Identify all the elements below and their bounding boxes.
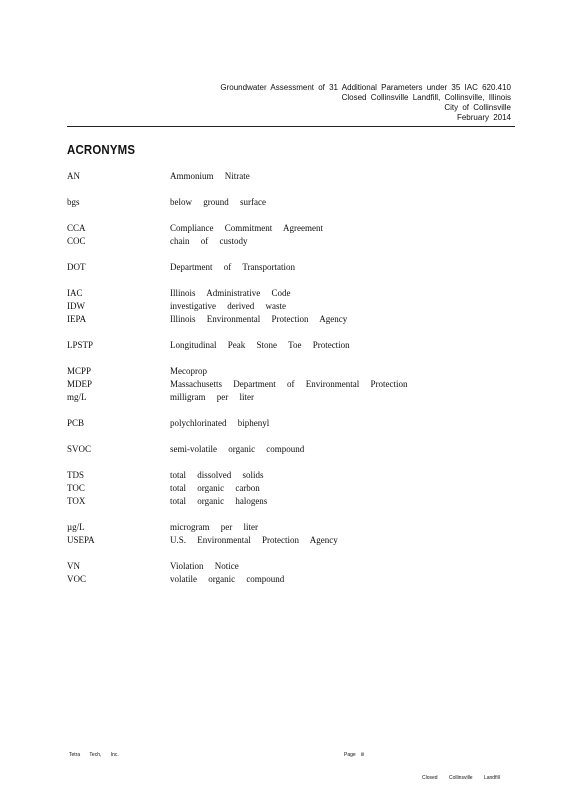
acronym-abbreviation: TOC bbox=[67, 483, 85, 493]
acronym-definition: polychlorinated biphenyl bbox=[170, 418, 270, 428]
acronym-abbreviation: USEPA bbox=[67, 535, 95, 545]
acronym-abbreviation: LPSTP bbox=[67, 340, 94, 350]
acronym-definition: Mecoprop bbox=[170, 366, 207, 376]
acronym-group bbox=[67, 443, 527, 456]
acronym-abbreviation: CCA bbox=[67, 223, 86, 233]
acronym-definition: total organic halogens bbox=[170, 496, 268, 506]
acronym-definition: Compliance Commitment Agreement bbox=[170, 223, 323, 233]
acronym-abbreviation: IDW bbox=[67, 301, 85, 311]
acronym-group bbox=[67, 170, 527, 183]
acronym-definition: Violation Notice bbox=[170, 561, 239, 571]
acronym-abbreviation: AN bbox=[67, 171, 80, 181]
acronym-row bbox=[67, 573, 527, 586]
acronym-row bbox=[67, 196, 527, 209]
acronym-abbreviation: MCPP bbox=[67, 366, 92, 376]
acronym-row bbox=[67, 469, 527, 482]
acronym-abbreviation: PCB bbox=[67, 418, 85, 428]
acronym-abbreviation: bgs bbox=[67, 197, 80, 207]
acronym-row bbox=[67, 313, 527, 326]
acronym-group bbox=[67, 287, 527, 326]
acronym-definition: Illinois Administrative Code bbox=[170, 288, 291, 298]
acronym-row bbox=[67, 521, 527, 534]
acronym-row bbox=[67, 378, 527, 391]
acronym-abbreviation: µg/L bbox=[67, 522, 85, 532]
acronym-abbreviation: IEPA bbox=[67, 314, 87, 324]
page-header bbox=[220, 83, 511, 123]
acronym-abbreviation: MDEP bbox=[67, 379, 93, 389]
header-date: February 2014 bbox=[456, 113, 511, 122]
acronym-group bbox=[67, 196, 527, 209]
acronym-row bbox=[67, 170, 527, 183]
header-report-title: Groundwater Assessment of 31 Additional Parameters under 35 IAC 620.410 bbox=[220, 83, 511, 92]
acronym-definition: volatile organic compound bbox=[170, 574, 285, 584]
acronym-row bbox=[67, 534, 527, 547]
header-client: City of Collinsville bbox=[444, 103, 511, 112]
acronym-definition: semi-volatile organic compound bbox=[170, 444, 305, 454]
acronym-row bbox=[67, 495, 527, 508]
acronym-definition: Department of Transportation bbox=[170, 262, 295, 272]
acronym-definition: chain of custody bbox=[170, 236, 248, 246]
footer-page-number: Page iii bbox=[344, 752, 365, 758]
acronym-definition: milligram per liter bbox=[170, 392, 254, 402]
acronym-row bbox=[67, 339, 527, 352]
header-site-name: Closed Collinsville Landfill, Collinsville, Illinois bbox=[341, 93, 511, 102]
acronym-row bbox=[67, 300, 527, 313]
acronym-group bbox=[67, 417, 527, 430]
acronym-definition: microgram per liter bbox=[170, 522, 258, 532]
acronym-abbreviation: COC bbox=[67, 236, 86, 246]
acronym-list bbox=[67, 170, 527, 599]
acronym-row bbox=[67, 482, 527, 495]
acronym-row bbox=[67, 222, 527, 235]
acronym-row bbox=[67, 261, 527, 274]
acronym-definition: Massachusetts Department of Environmental Protection bbox=[170, 379, 408, 389]
acronym-definition: total dissolved solids bbox=[170, 470, 264, 480]
acronym-row bbox=[67, 287, 527, 300]
acronym-abbreviation: VOC bbox=[67, 574, 87, 584]
acronym-row bbox=[67, 560, 527, 573]
acronym-group bbox=[67, 365, 527, 404]
acronym-definition: total organic carbon bbox=[170, 483, 260, 493]
header-rule bbox=[67, 126, 515, 127]
acronym-definition: Illinois Environmental Protection Agency bbox=[170, 314, 348, 324]
acronym-abbreviation: VN bbox=[67, 561, 80, 571]
footer-company: Tetra Tech, Inc. bbox=[69, 752, 119, 758]
acronym-definition: Ammonium Nitrate bbox=[170, 171, 250, 181]
acronym-group bbox=[67, 339, 527, 352]
acronym-group bbox=[67, 560, 527, 586]
page-title: ACRONYMS bbox=[67, 142, 136, 157]
acronym-row bbox=[67, 417, 527, 430]
acronym-definition: Longitudinal Peak Stone Toe Protection bbox=[170, 340, 350, 350]
acronym-row bbox=[67, 365, 527, 378]
acronym-abbreviation: TOX bbox=[67, 496, 86, 506]
acronym-group bbox=[67, 469, 527, 508]
acronym-definition: investigative derived waste bbox=[170, 301, 286, 311]
acronym-row bbox=[67, 235, 527, 248]
acronym-row bbox=[67, 443, 527, 456]
acronym-definition: below ground surface bbox=[170, 197, 266, 207]
acronym-definition: U.S. Environmental Protection Agency bbox=[170, 535, 338, 545]
acronym-group bbox=[67, 261, 527, 274]
acronym-group bbox=[67, 521, 527, 547]
acronym-abbreviation: IAC bbox=[67, 288, 83, 298]
acronym-abbreviation: DOT bbox=[67, 262, 86, 272]
acronym-row bbox=[67, 391, 527, 404]
acronym-abbreviation: mg/L bbox=[67, 392, 87, 402]
acronym-group bbox=[67, 222, 527, 248]
footer-project: Closed Collinsville Landfill bbox=[422, 775, 500, 781]
acronym-abbreviation: TDS bbox=[67, 470, 85, 480]
acronym-abbreviation: SVOC bbox=[67, 444, 92, 454]
